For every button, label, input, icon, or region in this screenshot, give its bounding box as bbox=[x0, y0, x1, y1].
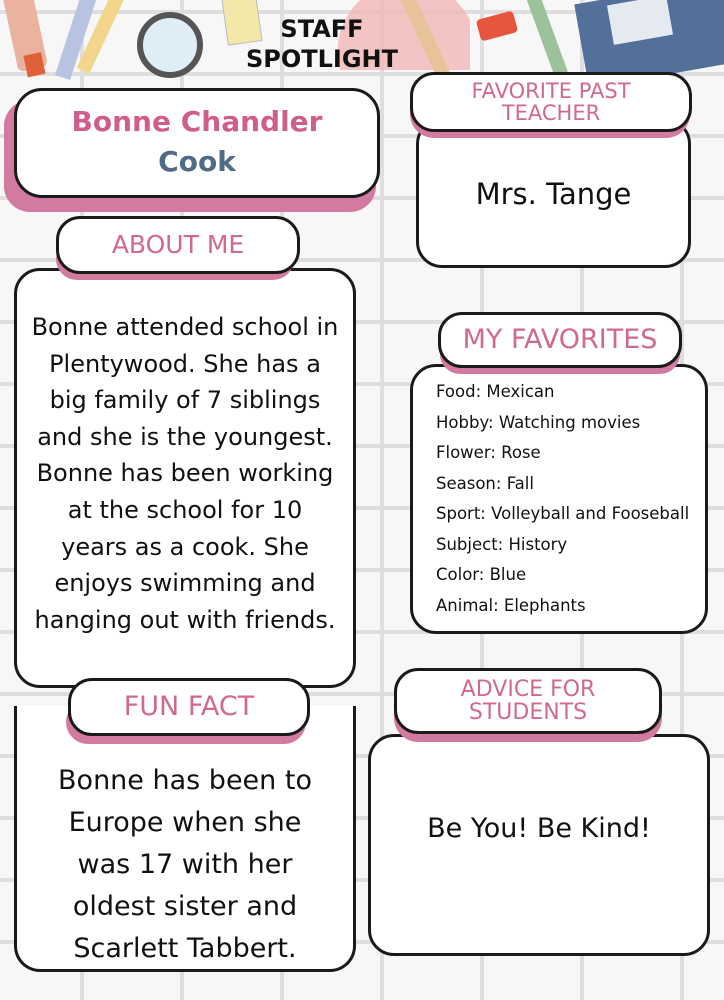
fun-fact-heading-text: FUN FACT bbox=[123, 690, 255, 722]
favorite-item-color: Color: Blue bbox=[436, 565, 527, 584]
advice-card bbox=[368, 734, 710, 956]
fun-fact-card bbox=[14, 706, 356, 972]
fun-fact-heading bbox=[68, 678, 310, 736]
favorite-item-flower: Flower: Rose bbox=[436, 443, 541, 462]
favorite-teacher-heading-text: FAVORITE PAST TEACHER bbox=[471, 78, 631, 125]
favorite-item-food: Food: Mexican bbox=[436, 382, 555, 401]
favorite-teacher-heading bbox=[410, 72, 692, 132]
staff-name: Bonne Chandler bbox=[71, 105, 323, 138]
my-favorites-heading-text: MY FAVORITES bbox=[462, 323, 658, 355]
advice-heading-line-1: ADVICE FOR bbox=[460, 676, 596, 702]
advice-text: Be You! Be Kind! bbox=[427, 813, 651, 844]
name-card bbox=[14, 88, 380, 198]
advice-heading bbox=[394, 668, 662, 734]
fun-fact-text: Bonne has been to Europe when she was 17 with her oldest sister and Scarlett Tabbert. bbox=[58, 765, 312, 964]
favorite-item-animal: Animal: Elephants bbox=[436, 595, 586, 615]
advice-heading-line-2: STUDENTS bbox=[468, 700, 588, 725]
staff-spotlight-title bbox=[232, 14, 412, 74]
favorite-teacher-card bbox=[416, 118, 691, 268]
title-line-2: SPOTLIGHT bbox=[245, 45, 399, 73]
favorite-item-season: Season: Fall bbox=[436, 473, 534, 493]
about-me-card bbox=[14, 268, 356, 688]
about-me-heading bbox=[56, 216, 300, 274]
about-me-text: Bonne attended school in Plentywood. She has a big family of 7 siblings and she is the youngest. Bonne has been working at the school for 10 years as a cook. She enjoys swimming and hanging out with friends. bbox=[31, 313, 339, 634]
favorite-teacher-value: Mrs. Tange bbox=[475, 177, 632, 211]
about-me-heading-text: ABOUT ME bbox=[111, 229, 245, 259]
staff-role: Cook bbox=[158, 145, 236, 178]
my-favorites-heading bbox=[438, 312, 682, 368]
my-favorites-card bbox=[410, 364, 708, 634]
favorite-item-subject: Subject: History bbox=[436, 534, 568, 554]
favorites-list bbox=[436, 377, 689, 621]
favorite-item-sport: Sport: Volleyball and Fooseball bbox=[436, 504, 690, 523]
favorite-item-hobby: Hobby: Watching movies bbox=[436, 412, 641, 432]
title-line-1: STAFF bbox=[280, 15, 364, 43]
